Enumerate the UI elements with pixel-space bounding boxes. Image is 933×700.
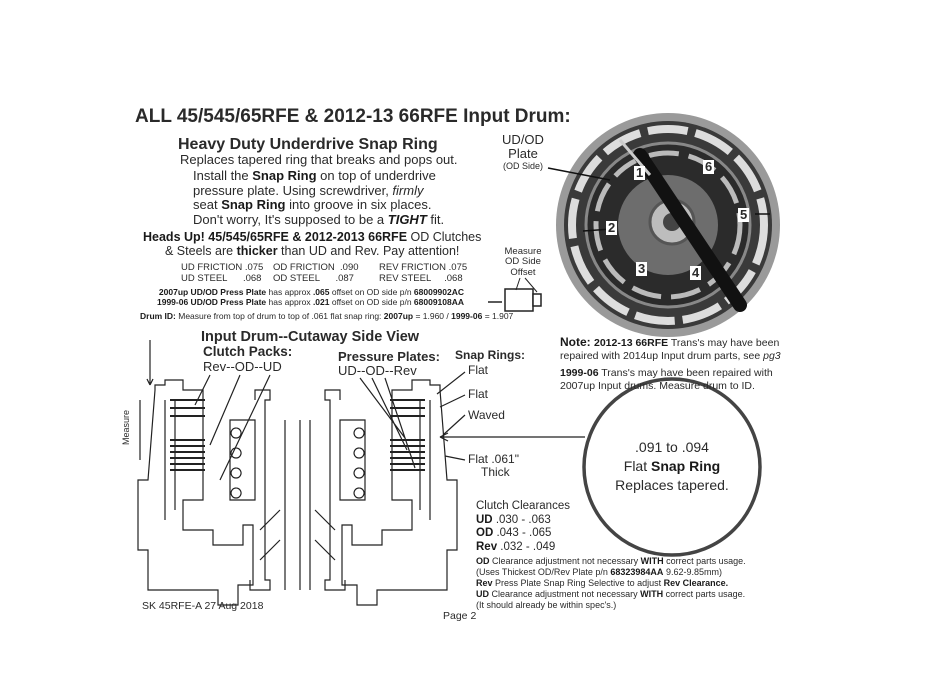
- drum-id-note: Drum ID: Measure from top of drum to top of .061 flat snap ring: 2007up = 1.960 / 1999-06 = 1.907: [140, 311, 514, 321]
- marker-3: 3: [638, 261, 646, 276]
- marker-1: 1: [636, 165, 644, 180]
- ring-flat-1: Flat: [468, 363, 489, 377]
- page-title: ALL 45/545/65RFE & 2012-13 66RFE Input Drum:: [135, 106, 571, 127]
- measure-label: Measure: [121, 409, 131, 445]
- page-number: Page 2: [443, 610, 477, 622]
- input-drum-photo: [556, 113, 780, 337]
- marker-4: 4: [692, 265, 700, 280]
- ring-flat-061: Flat .061": [468, 452, 519, 466]
- cutaway-title: Input Drum--Cutaway Side View: [201, 329, 420, 345]
- subtitle-note: Replaces tapered ring that breaks and pops out.: [180, 152, 458, 167]
- thickness-spec-table: UD FRICTION .075 OD FRICTION .090 REV FRICTION .075 UD STEEL .068 OD STEEL .087 REV STEEL .068: [181, 262, 468, 284]
- repair-note: Note: 2012-13 66RFE Trans's may have been repaired with 2014up Input drum parts, see pg3 1999-06 Trans's may have been repaired with 2007up Input drums. Measure drum to ID.: [560, 335, 781, 392]
- install-instructions: Install the Snap Ring on top of underdrive pressure plate. Using screwdriver, firmly seat Snap Ring into groove in six places. Don't worry, It's supposed to be a TIGHT fit.: [193, 168, 445, 227]
- marker-5: 5: [740, 207, 748, 222]
- pressure-plates-label: Pressure Plates:: [338, 349, 440, 364]
- marker-6: 6: [705, 159, 713, 174]
- clutch-packs-label: Clutch Packs:: [203, 344, 293, 359]
- press-plate-notes: 2007up UD/OD Press Plate has approx .065 offset on OD side p/n 68009902AC 1999-06 UD/OD Press Plate has approx .021 offset on OD side p/n 68009108AA: [157, 287, 465, 307]
- ring-flat-2: Flat: [468, 387, 489, 401]
- adjustment-notes: OD Clearance adjustment not necessary WITH correct parts usage. (Uses Thickest OD/Rev Plate p/n 68323984AA 9.62-9.85mm) Rev Press Plate Snap Ring Selective to adjust Rev Clearance. UD Clearance adjustment not necessary WITH correct parts usage. (It should already be within spec's.): [476, 556, 746, 610]
- offset-diagram: [488, 278, 541, 311]
- subtitle: Heavy Duty Underdrive Snap Ring: [178, 136, 438, 153]
- snap-rings-label: Snap Rings:: [455, 348, 526, 362]
- photo-label: UD/OD Plate (OD Side): [502, 132, 544, 171]
- ring-thick: Thick: [481, 465, 510, 479]
- document-code: SK 45RFE-A 27 Aug 2018: [142, 600, 264, 612]
- offset-label: Measure OD Side Offset: [504, 246, 542, 278]
- plate-order: UD--OD--Rev: [338, 363, 417, 378]
- ring-spec: .091 to .094 Flat Snap Ring Replaces tapered.: [615, 439, 729, 493]
- ring-waved: Waved: [468, 408, 505, 422]
- clutch-clearances: Clutch Clearances UD .030 - .063 OD .043 - .065 Rev .032 - .049: [476, 500, 570, 553]
- clutch-order: Rev--OD--UD: [203, 359, 282, 374]
- heads-up: Heads Up! 45/545/65RFE & 2012-2013 66RFE OD Clutches & Steels are thicker than UD and Rev. Pay attention!: [143, 230, 482, 258]
- marker-2: 2: [608, 220, 616, 235]
